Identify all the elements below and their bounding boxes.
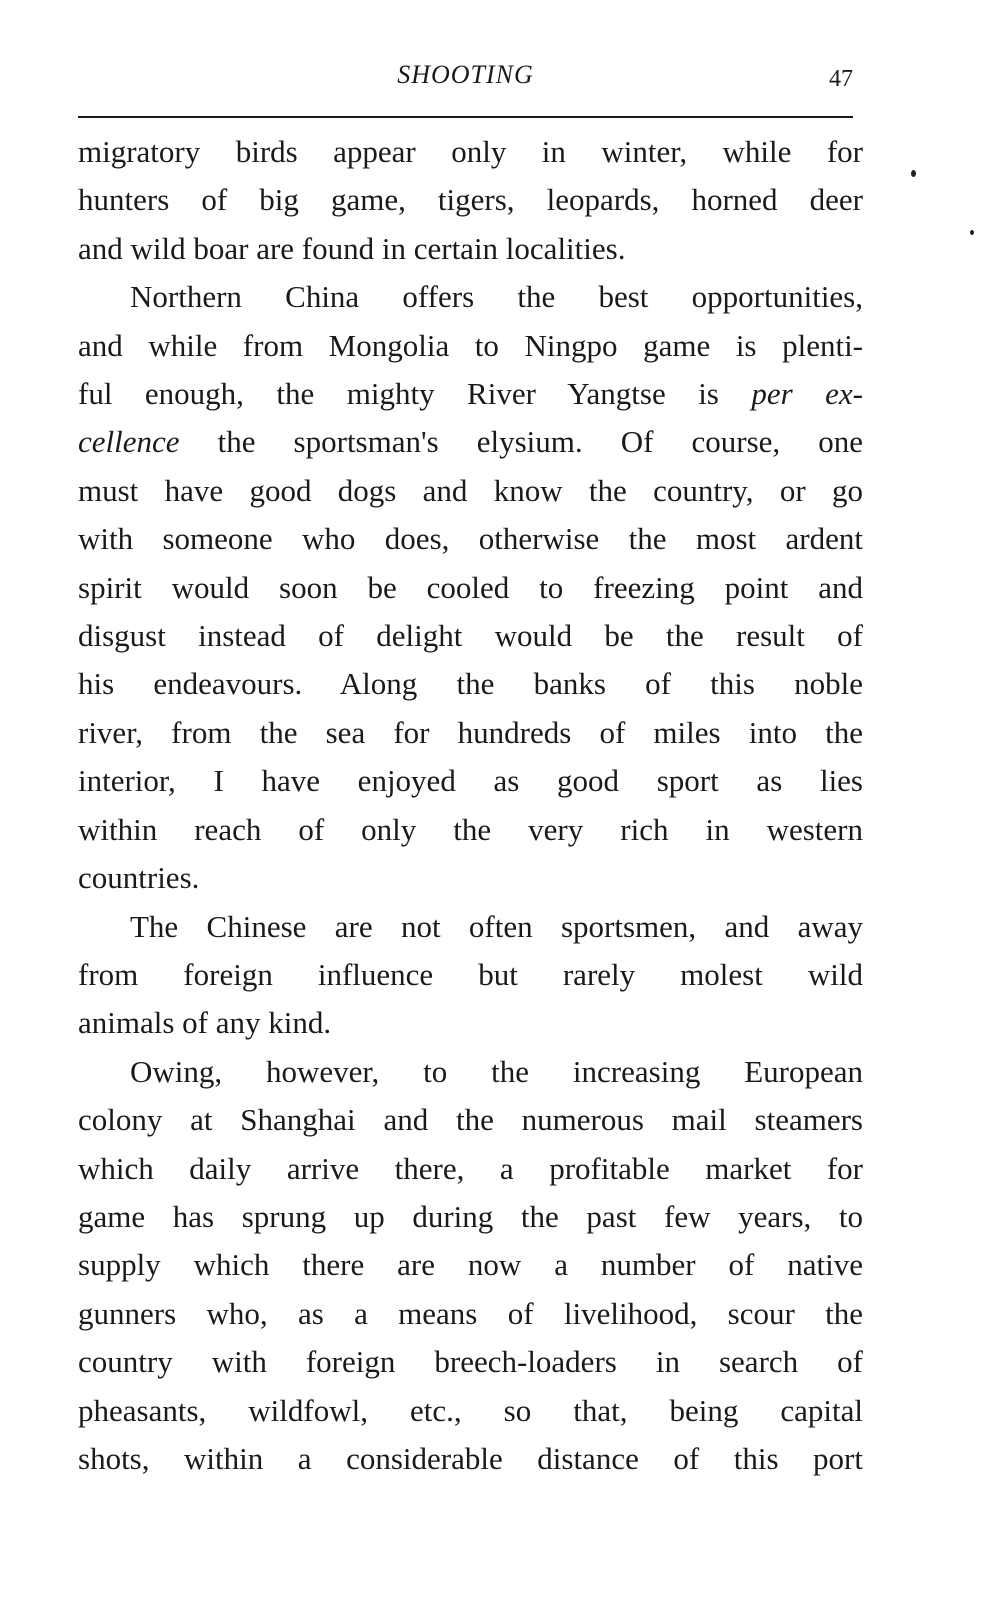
text-line: game has sprung up during the past few years, to <box>78 1198 863 1234</box>
text-line: shots, within a considerable distance of this port <box>78 1440 863 1476</box>
text-line: migratory birds appear only in winter, while for <box>78 134 863 169</box>
text-line: and wild boar are found in certain localities. <box>78 230 626 266</box>
page-header <box>78 60 853 100</box>
text-segment: the sportsman's elysium. Of course, one <box>179 424 863 460</box>
text-line: country with foreign breech-loaders in search of <box>78 1344 863 1380</box>
text-line: animals of any kind. <box>78 1005 332 1041</box>
page-number: 47 <box>829 66 853 92</box>
italic-phrase: cellence <box>78 424 180 460</box>
text-line: hunters of big game, tigers, leopards, horned deer <box>78 182 863 218</box>
text-line <box>78 418 863 466</box>
text-line: which daily arrive there, a profitable market for <box>78 1150 863 1186</box>
text-line: and while from Mongolia to Ningpo game is plenti- <box>78 327 863 363</box>
text-line: from foreign influence but rarely molest wild <box>78 956 863 992</box>
body-text <box>78 128 863 1483</box>
text-line: colony at Shanghai and the numerous mail steamers <box>78 1102 863 1138</box>
header-rule <box>78 116 853 118</box>
text-line: interior, I have enjoyed as good sport as lies <box>78 763 863 799</box>
running-title: SHOOTING <box>397 60 534 89</box>
text-line: disgust instead of delight would be the result of <box>78 618 863 654</box>
text-line: spirit would soon be cooled to freezing point and <box>78 569 863 605</box>
italic-phrase: per ex- <box>751 376 863 412</box>
ink-speck <box>970 230 974 235</box>
text-line: supply which there are now a number of native <box>78 1247 863 1283</box>
text-line: pheasants, wildfowl, etc., so that, being capital <box>78 1392 863 1428</box>
text-line <box>78 370 863 418</box>
text-line: must have good dogs and know the country, or go <box>78 472 863 508</box>
text-segment: ful enough, the mighty River Yangtse is <box>78 376 752 412</box>
text-line: gunners who, as a means of livelihood, scour the <box>78 1295 863 1331</box>
text-line: Northern China offers the best opportunities, <box>130 279 863 315</box>
text-line: his endeavours. Along the banks of this noble <box>78 666 863 702</box>
text-line: Owing, however, to the increasing European <box>130 1053 863 1089</box>
text-line: countries. <box>78 860 200 896</box>
text-line: with someone who does, otherwise the most ardent <box>78 521 863 557</box>
text-line: within reach of only the very rich in western <box>78 811 863 847</box>
text-line: The Chinese are not often sportsmen, and away <box>130 908 863 944</box>
ink-speck <box>911 170 916 177</box>
text-line: river, from the sea for hundreds of miles into the <box>78 714 863 750</box>
